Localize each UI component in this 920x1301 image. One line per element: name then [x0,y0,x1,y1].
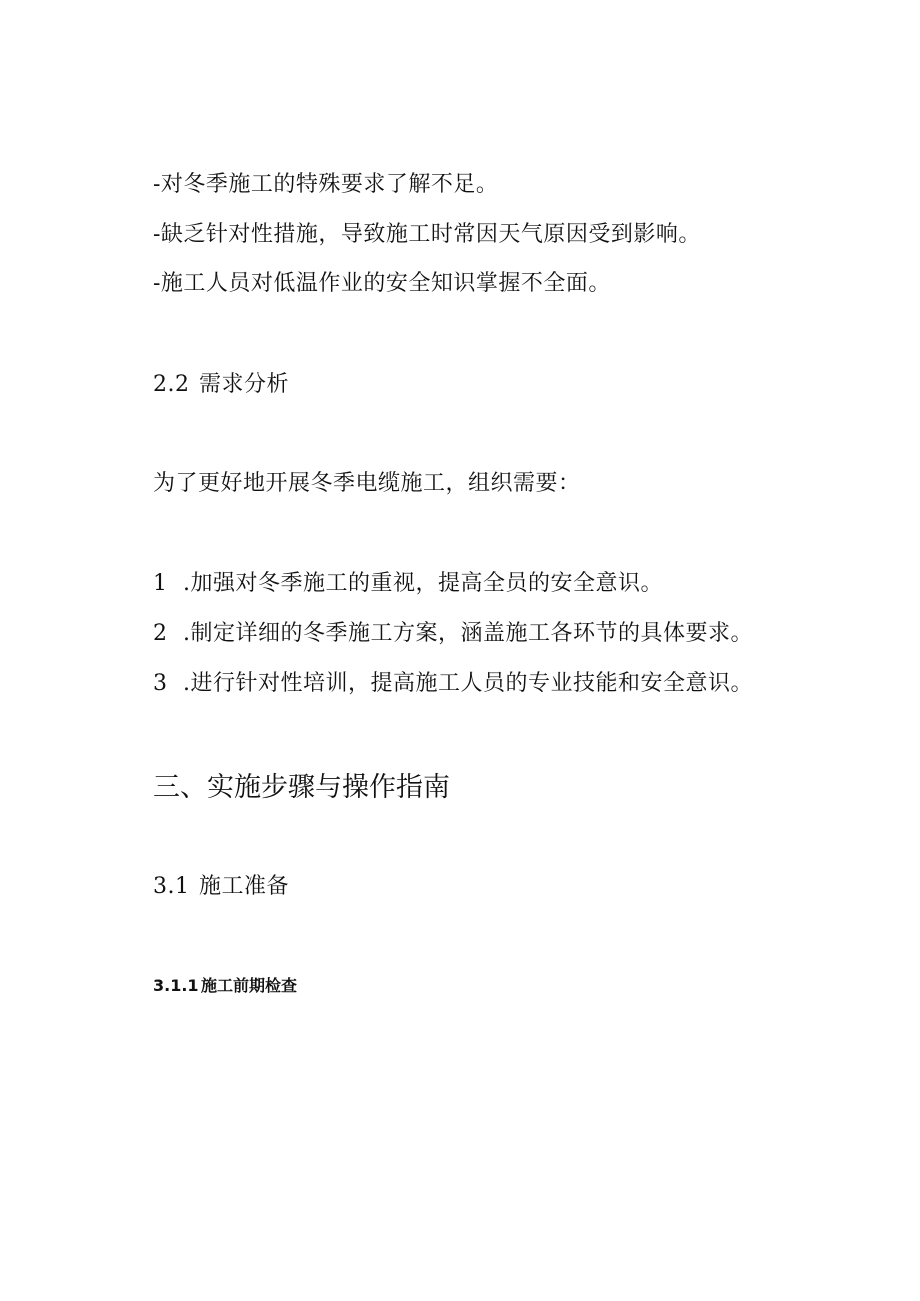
subsection-title: 施工前期检查 [201,976,298,995]
list-number: 3 [153,671,168,696]
section-number: 3.1 [153,874,190,899]
section-heading-2-2 [153,374,289,396]
section-heading-3-1 [153,876,289,898]
bullet-item: -缺乏针对性措施，导致施工时常因天气原因受到影响。 [153,222,701,247]
subsection-number: 3.1.1 [153,976,199,995]
list-item [153,573,663,595]
chapter-heading-3: 三、实施步骤与操作指南 [153,772,450,803]
list-text: .制定详细的冬季施工方案，涵盖施工各环节的具体要求。 [183,621,753,646]
list-number: 2 [153,621,168,646]
intro-paragraph: 为了更好地开展冬季电缆施工，组织需要： [153,471,581,496]
list-item [153,623,753,645]
list-number: 1 [153,571,168,596]
subsection-heading-3-1-1 [153,978,297,994]
section-title: 需求分析 [199,372,290,397]
list-item [153,673,753,695]
bullet-item: -对冬季施工的特殊要求了解不足。 [153,172,499,197]
list-text: .加强对冬季施工的重视，提高全员的安全意识。 [183,571,663,596]
section-number: 2.2 [153,372,190,397]
section-title: 施工准备 [199,874,290,899]
list-text: .进行针对性培训，提高施工人员的专业技能和安全意识。 [183,671,753,696]
bullet-item: -施工人员对低温作业的安全知识掌握不全面。 [153,271,611,296]
